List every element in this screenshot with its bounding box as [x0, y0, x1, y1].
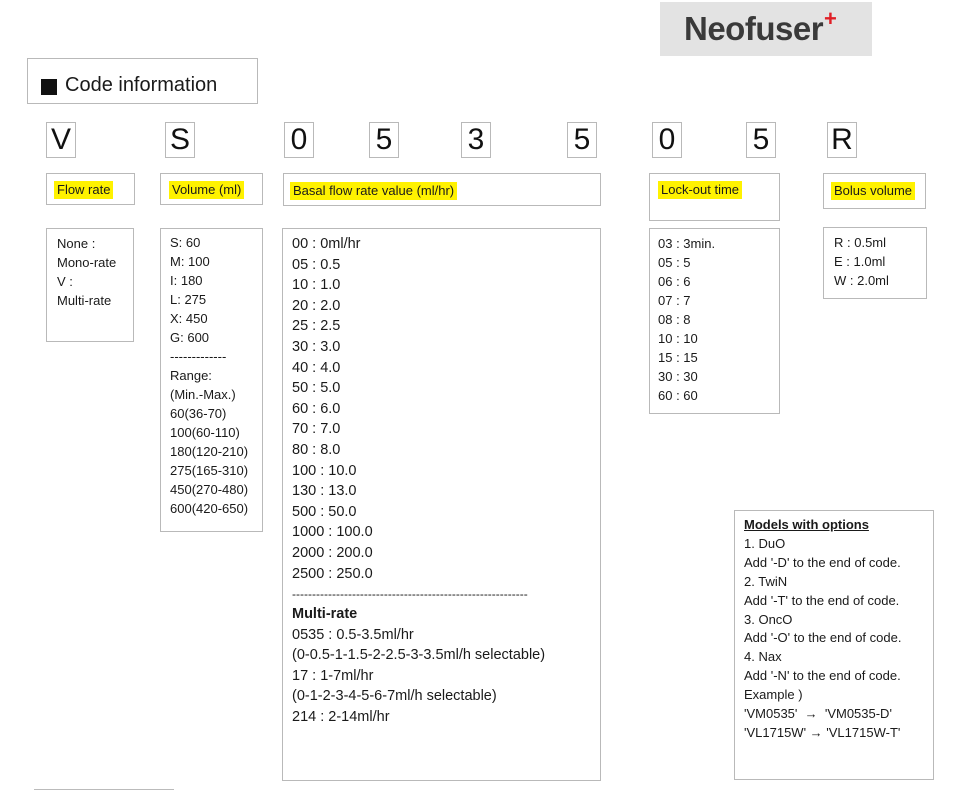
code-char-8: 5: [746, 122, 776, 158]
neofuser-logo: [660, 2, 872, 56]
basal-title-box: [283, 173, 601, 206]
list-item: 17 : 1-7ml/hr: [292, 667, 374, 684]
square-bullet-icon: [41, 79, 57, 95]
list-item: Add '-D' to the end of code.: [744, 554, 901, 570]
list-item: W : 2.0ml: [834, 273, 889, 288]
list-item: 2. TwiN: [744, 573, 788, 589]
list-item: 07 : 7: [658, 293, 691, 308]
multi-rate-title: Multi-rate: [292, 606, 358, 623]
flow-rate-title: Flow rate: [54, 181, 113, 199]
list-item: 500 : 50.0: [292, 503, 357, 520]
list-item: G: 600: [170, 330, 210, 345]
list-item: 15 : 15: [658, 350, 698, 365]
list-item: 180(120-210): [170, 444, 249, 459]
volume-title-box: [160, 173, 263, 205]
list-item: 80 : 8.0: [292, 441, 341, 458]
list-item: 40 : 4.0: [292, 359, 341, 376]
list-item: Range:: [170, 368, 212, 383]
basal-title: Basal flow rate value (ml/hr): [290, 182, 457, 200]
list-item: 50 : 5.0: [292, 380, 341, 397]
list-item: 2500 : 250.0: [292, 565, 373, 582]
list-item: 70 : 7.0: [292, 421, 341, 438]
list-item: S: 60: [170, 235, 201, 250]
list-item: 130 : 13.0: [292, 483, 357, 500]
list-item: 'VM0535' → 'VM0535-D': [744, 706, 892, 722]
flow-rate-title-box: [46, 173, 135, 205]
code-char-9: R: [827, 122, 857, 158]
list-item: 1000 : 100.0: [292, 524, 373, 541]
code-char-3: 0: [284, 122, 314, 158]
logo-wordmark: Neofuser+: [684, 6, 837, 47]
list-item: 00 : 0ml/hr: [292, 236, 361, 252]
list-item: Add '-N' to the end of code.: [744, 668, 901, 684]
code-information-header: [27, 58, 258, 104]
list-item: (Min.-Max.): [170, 387, 236, 402]
list-item: 'VL1715W' → 'VL1715W-T': [744, 724, 901, 740]
list-item: I: 180: [170, 273, 203, 288]
list-item: 05 : 0.5: [292, 256, 341, 273]
list-item: 100 : 10.0: [292, 462, 357, 479]
list-item: 214 : 2-14ml/hr: [292, 709, 390, 726]
list-item: 03 : 3min.: [658, 236, 716, 251]
bolus-title: Bolus volume: [831, 182, 915, 200]
bolus-title-box: [823, 173, 926, 209]
code-char-1: V: [46, 122, 76, 158]
list-item: 600(420-650): [170, 501, 249, 516]
list-item: 60 : 6.0: [292, 400, 341, 417]
page-title: Code information: [65, 74, 218, 96]
list-item: 275(165-310): [170, 463, 249, 478]
list-item: Multi-rate: [57, 293, 112, 308]
list-item: Add '-T' to the end of code.: [744, 592, 900, 608]
code-char-6: 5: [567, 122, 597, 158]
list-item: 20 : 2.0: [292, 297, 341, 314]
list-item: (0-1-2-3-4-5-6-7ml/h selectable): [292, 688, 497, 705]
divider: -----------------------------------------------------------: [292, 587, 528, 602]
list-item: X: 450: [170, 311, 208, 326]
list-item: 30 : 3.0: [292, 338, 341, 355]
list-item: 08 : 8: [658, 312, 691, 327]
list-item: E : 1.0ml: [834, 254, 886, 269]
list-item: 100(60-110): [170, 425, 240, 440]
bolus-list: [823, 227, 927, 299]
list-item: 10 : 1.0: [292, 277, 341, 294]
list-item: 25 : 2.5: [292, 318, 341, 335]
list-item: 10 : 10: [658, 331, 698, 346]
list-item: Add '-O' to the end of code.: [744, 630, 902, 646]
list-item: 4. Nax: [744, 649, 782, 665]
list-item: 0535 : 0.5-3.5ml/hr: [292, 626, 414, 643]
code-char-5: 3: [461, 122, 491, 158]
list-item: M: 100: [170, 254, 210, 269]
list-item: V :: [57, 274, 73, 289]
list-item: 60 : 60: [658, 388, 698, 403]
list-item: R : 0.5ml: [834, 235, 887, 250]
models-with-options-box: [734, 510, 934, 780]
list-item: 06 : 6: [658, 274, 691, 289]
code-char-2: S: [165, 122, 195, 158]
list-item: 30 : 30: [658, 369, 698, 384]
volume-list: [160, 228, 263, 532]
list-item: 450(270-480): [170, 482, 249, 497]
list-item: Mono-rate: [57, 255, 117, 270]
list-item: 3. OncO: [744, 611, 793, 627]
lockout-title-box: [649, 173, 780, 221]
list-item: 1. DuO: [744, 535, 786, 551]
divider: -------------: [170, 349, 227, 364]
list-item: 60(36-70): [170, 406, 227, 421]
logo-plus-mark: +: [824, 6, 837, 31]
basal-list: [282, 228, 601, 781]
list-item: 2000 : 200.0: [292, 544, 373, 561]
list-item: Example ): [744, 687, 803, 703]
list-item: 05 : 5: [658, 255, 691, 270]
flow-rate-list: [46, 228, 134, 342]
list-item: None :: [57, 236, 96, 251]
list-item: L: 275: [170, 292, 207, 307]
models-title: Models with options: [744, 517, 869, 532]
lockout-list: [649, 228, 780, 414]
code-char-7: 0: [652, 122, 682, 158]
volume-title: Volume (ml): [169, 181, 244, 199]
list-item: (0-0.5-1-1.5-2-2.5-3-3.5ml/h selectable): [292, 647, 546, 664]
lockout-title: Lock-out time: [658, 181, 742, 199]
code-char-4: 5: [369, 122, 399, 158]
